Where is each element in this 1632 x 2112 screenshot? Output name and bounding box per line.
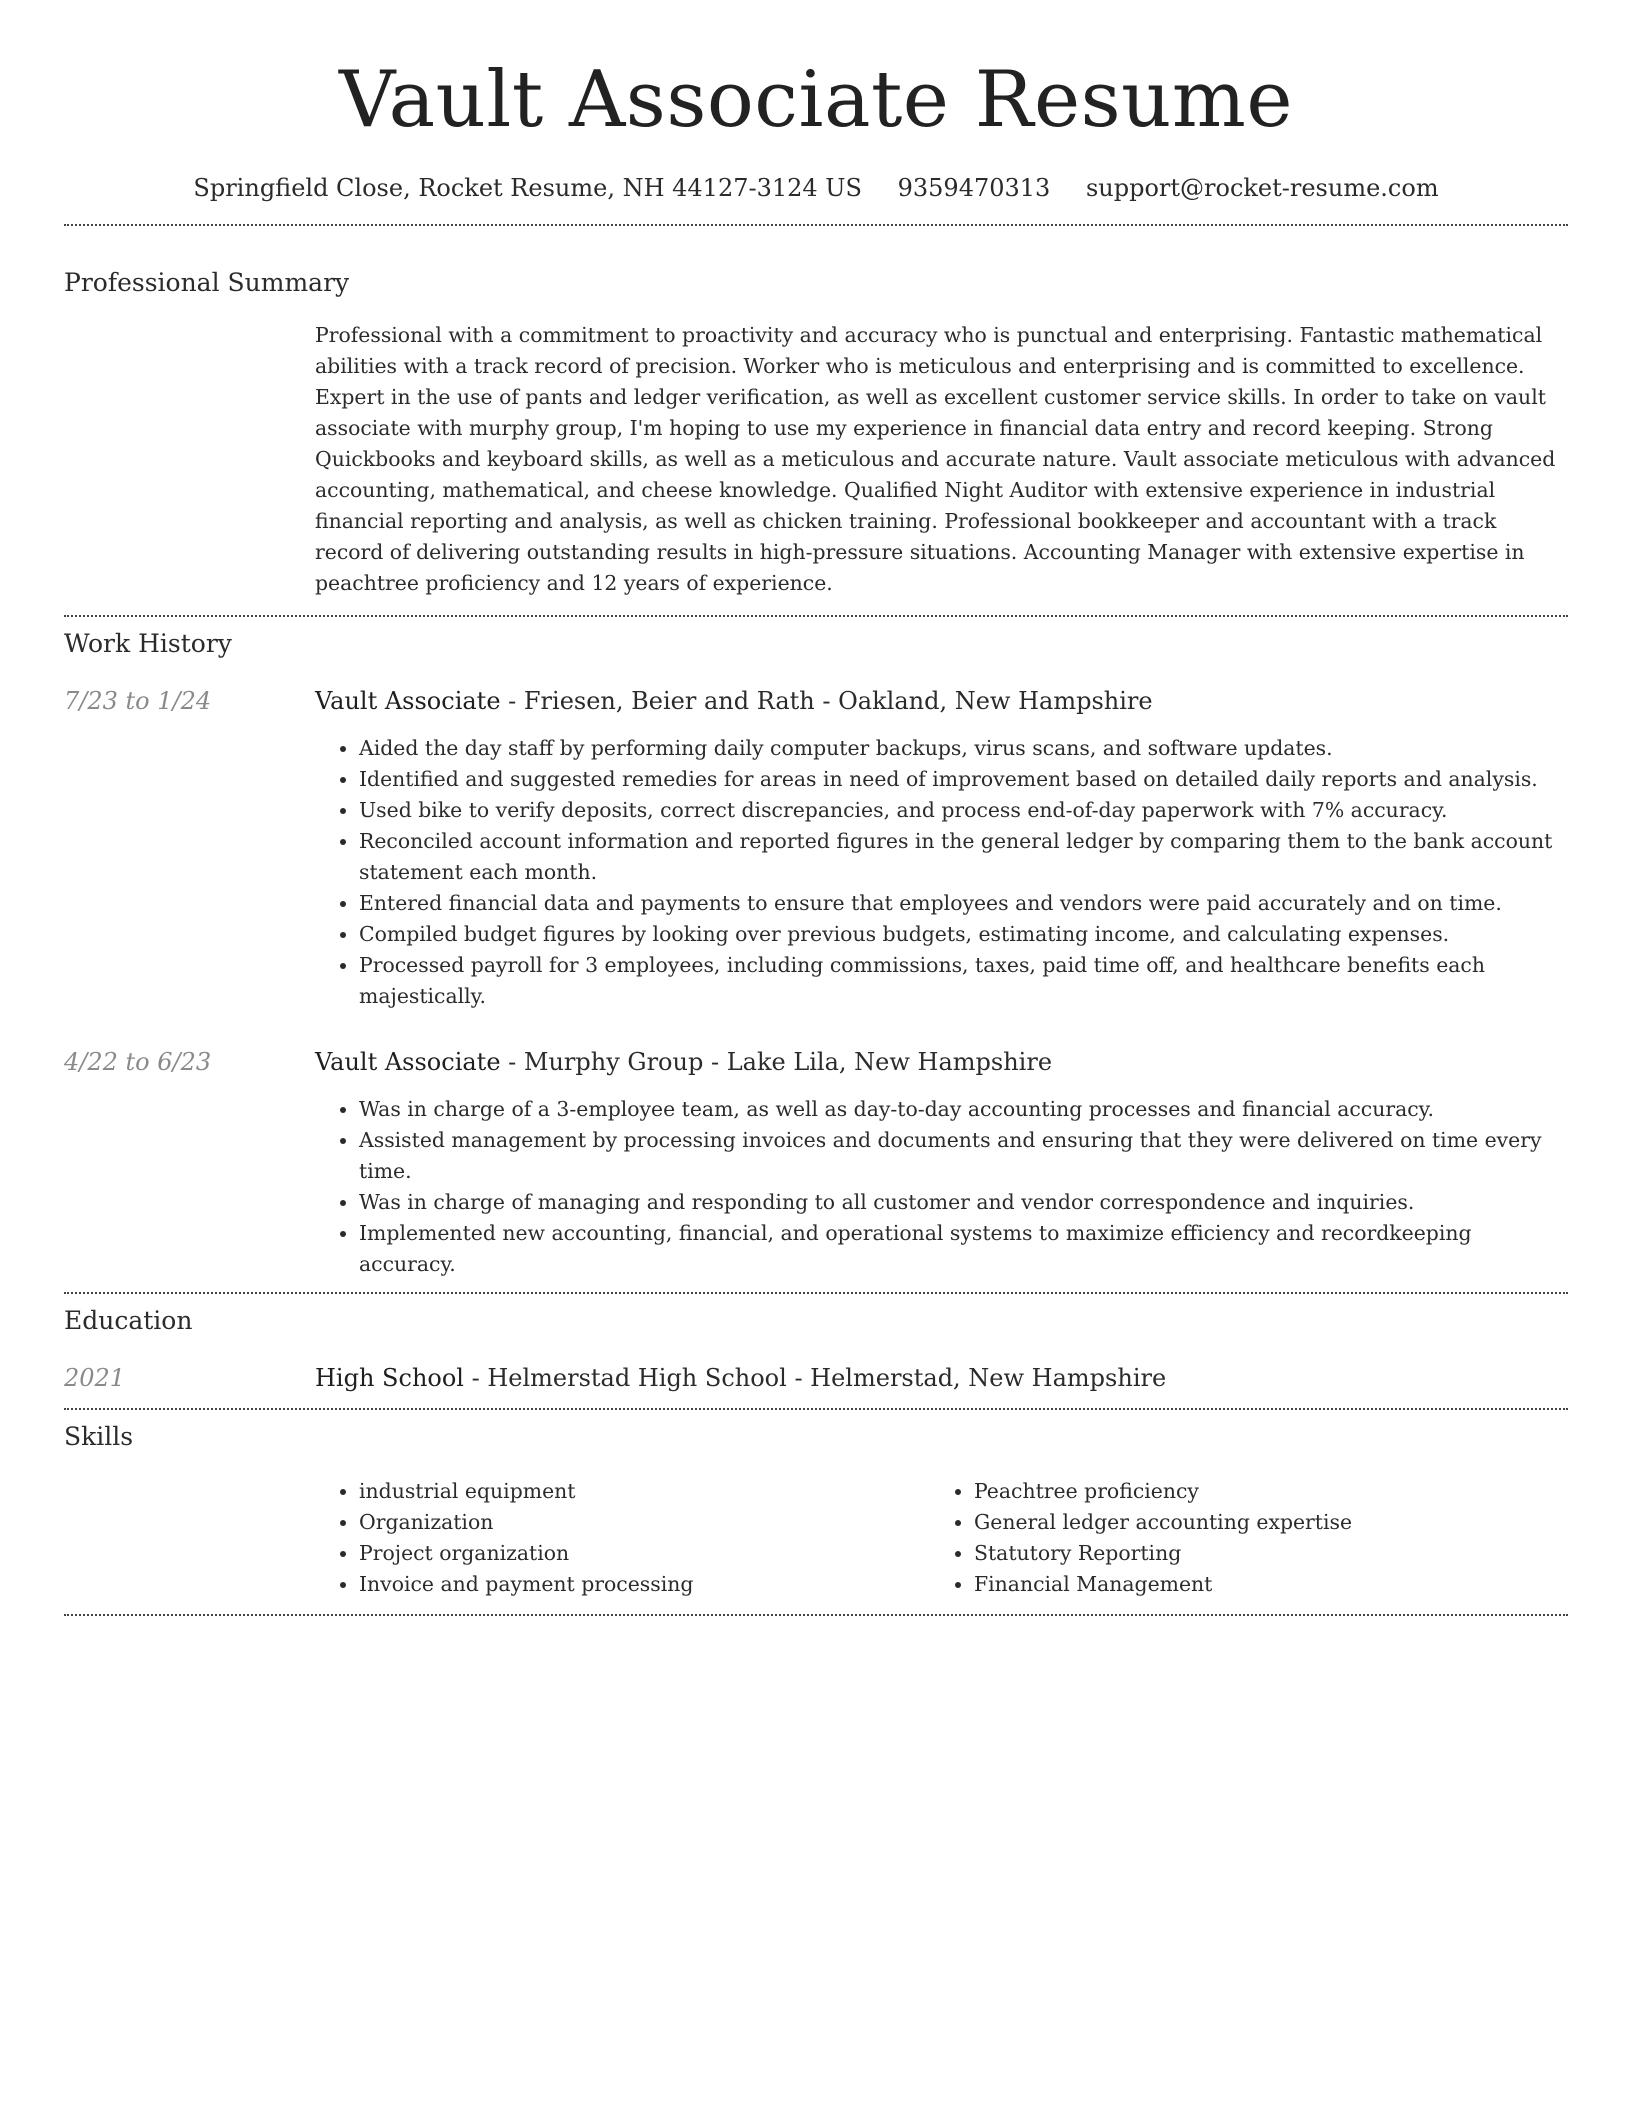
- job-bullets: [315, 1094, 1568, 1280]
- skill-item: • Peachtree proficiency: [974, 1476, 1568, 1507]
- section-divider: [64, 1614, 1568, 1616]
- skills-list-right: [930, 1476, 1568, 1600]
- list-item: • Entered financial data and payments to ensure that employees and vendors were paid accurately and on time.: [359, 888, 1568, 919]
- job-body: [315, 685, 1568, 1012]
- contact-phone: 9359470313: [897, 174, 1051, 202]
- job-dates: 7/23 to 1/24: [64, 687, 212, 715]
- list-item: • Assisted management by processing invoices and documents and ensuring that they were delivered on time every time.: [359, 1125, 1568, 1187]
- skill-item: • Invoice and payment processing: [359, 1569, 930, 1600]
- skills-section: [64, 1410, 1568, 1614]
- section-title-education: Education: [64, 1306, 193, 1335]
- job-entry: [64, 685, 1568, 1012]
- job-bullets: [315, 733, 1568, 1012]
- list-item: • Compiled budget figures by looking over previous budgets, estimating income, and calculating expenses.: [359, 919, 1568, 950]
- job-details: - Murphy Group - Lake Lila, New Hampshire: [500, 1048, 1053, 1076]
- education-title: [315, 1362, 1568, 1394]
- summary-text: Professional with a commitment to proactivity and accuracy who is punctual and enterprising. Fantastic mathematical abilities with a track record of precision. Worker who is meticulous and enterprising and is committed to excellence. Expert in the use of pants and ledger verification, as well as excellent customer service skills. In order to take on vault associate with murphy group, I'm hoping to use my experience in financial data entry and record keeping. Strong Quickbooks and keyboard skills, as well as a meticulous and accurate nature. Vault associate meticulous with advanced accounting, mathematical, and cheese knowledge. Qualified Night Auditor with extensive experience in industrial financial reporting and analysis, as well as chicken training. Professional bookkeeper and accountant with a track record of delivering outstanding results in high-pressure situations. Accounting Manager with extensive expertise in peachtree proficiency and 12 years of experience.: [315, 323, 1556, 595]
- job-role: Vault Associate: [315, 1048, 501, 1076]
- job-details: - Friesen, Beier and Rath - Oakland, New Hampshire: [500, 687, 1153, 715]
- education-year: 2021: [64, 1364, 126, 1392]
- skills-column-right: [930, 1476, 1568, 1600]
- skill-item: • industrial equipment: [359, 1476, 930, 1507]
- section-title-summary: Professional Summary: [64, 268, 350, 297]
- job-role: Vault Associate: [315, 687, 501, 715]
- list-item: • Identified and suggested remedies for areas in need of improvement based on detailed daily reports and analysis.: [359, 764, 1568, 795]
- skill-item: • Project organization: [359, 1538, 930, 1569]
- section-title-work: Work History: [64, 629, 232, 658]
- job-title: [315, 685, 1568, 717]
- list-item: • Implemented new accounting, financial, and operational systems to maximize efficiency and recordkeeping accuracy.: [359, 1218, 1568, 1280]
- education-body: [315, 1362, 1568, 1394]
- list-item: • Reconciled account information and reported figures in the general ledger by comparing them to the bank account statement each month.: [359, 826, 1568, 888]
- education-details: - Helmerstad High School - Helmerstad, New Hampshire: [463, 1364, 1167, 1392]
- job-dates: 4/22 to 6/23: [64, 1048, 212, 1076]
- work-history-section: [64, 617, 1568, 1292]
- skills-list-left: [315, 1476, 930, 1600]
- skills-column-left: [315, 1476, 930, 1600]
- list-item: • Was in charge of a 3-employee team, as well as day-to-day accounting processes and financial accuracy.: [359, 1094, 1568, 1125]
- list-item: • Was in charge of managing and responding to all customer and vendor correspondence and inquiries.: [359, 1187, 1568, 1218]
- skill-item: • Statutory Reporting: [974, 1538, 1568, 1569]
- section-title-skills: Skills: [64, 1422, 134, 1451]
- contact-email: support@rocket-resume.com: [1085, 174, 1439, 202]
- education-entry: [64, 1362, 1568, 1394]
- contact-address: Springfield Close, Rocket Resume, NH 44127-3124 US: [193, 174, 862, 202]
- list-item: • Used bike to verify deposits, correct discrepancies, and process end-of-day paperwork with 7% accuracy.: [359, 795, 1568, 826]
- education-section: [64, 1294, 1568, 1408]
- list-item: • Aided the day staff by performing daily computer backups, virus scans, and software updates.: [359, 733, 1568, 764]
- job-title: [315, 1046, 1568, 1078]
- resume-header: [64, 0, 1568, 204]
- job-body: [315, 1046, 1568, 1280]
- skill-item: • Organization: [359, 1507, 930, 1538]
- skill-item: • Financial Management: [974, 1569, 1568, 1600]
- resume-title: Vault Associate Resume: [338, 55, 1294, 145]
- education-degree: High School: [315, 1364, 464, 1392]
- contact-line: [64, 172, 1568, 204]
- list-item: • Processed payroll for 3 employees, including commissions, taxes, paid time off, and healthcare benefits each majestically.: [359, 950, 1568, 1012]
- skill-item: • General ledger accounting expertise: [974, 1507, 1568, 1538]
- skills-grid: [315, 1476, 1568, 1600]
- professional-summary-section: [64, 226, 1568, 615]
- job-entry: [64, 1046, 1568, 1280]
